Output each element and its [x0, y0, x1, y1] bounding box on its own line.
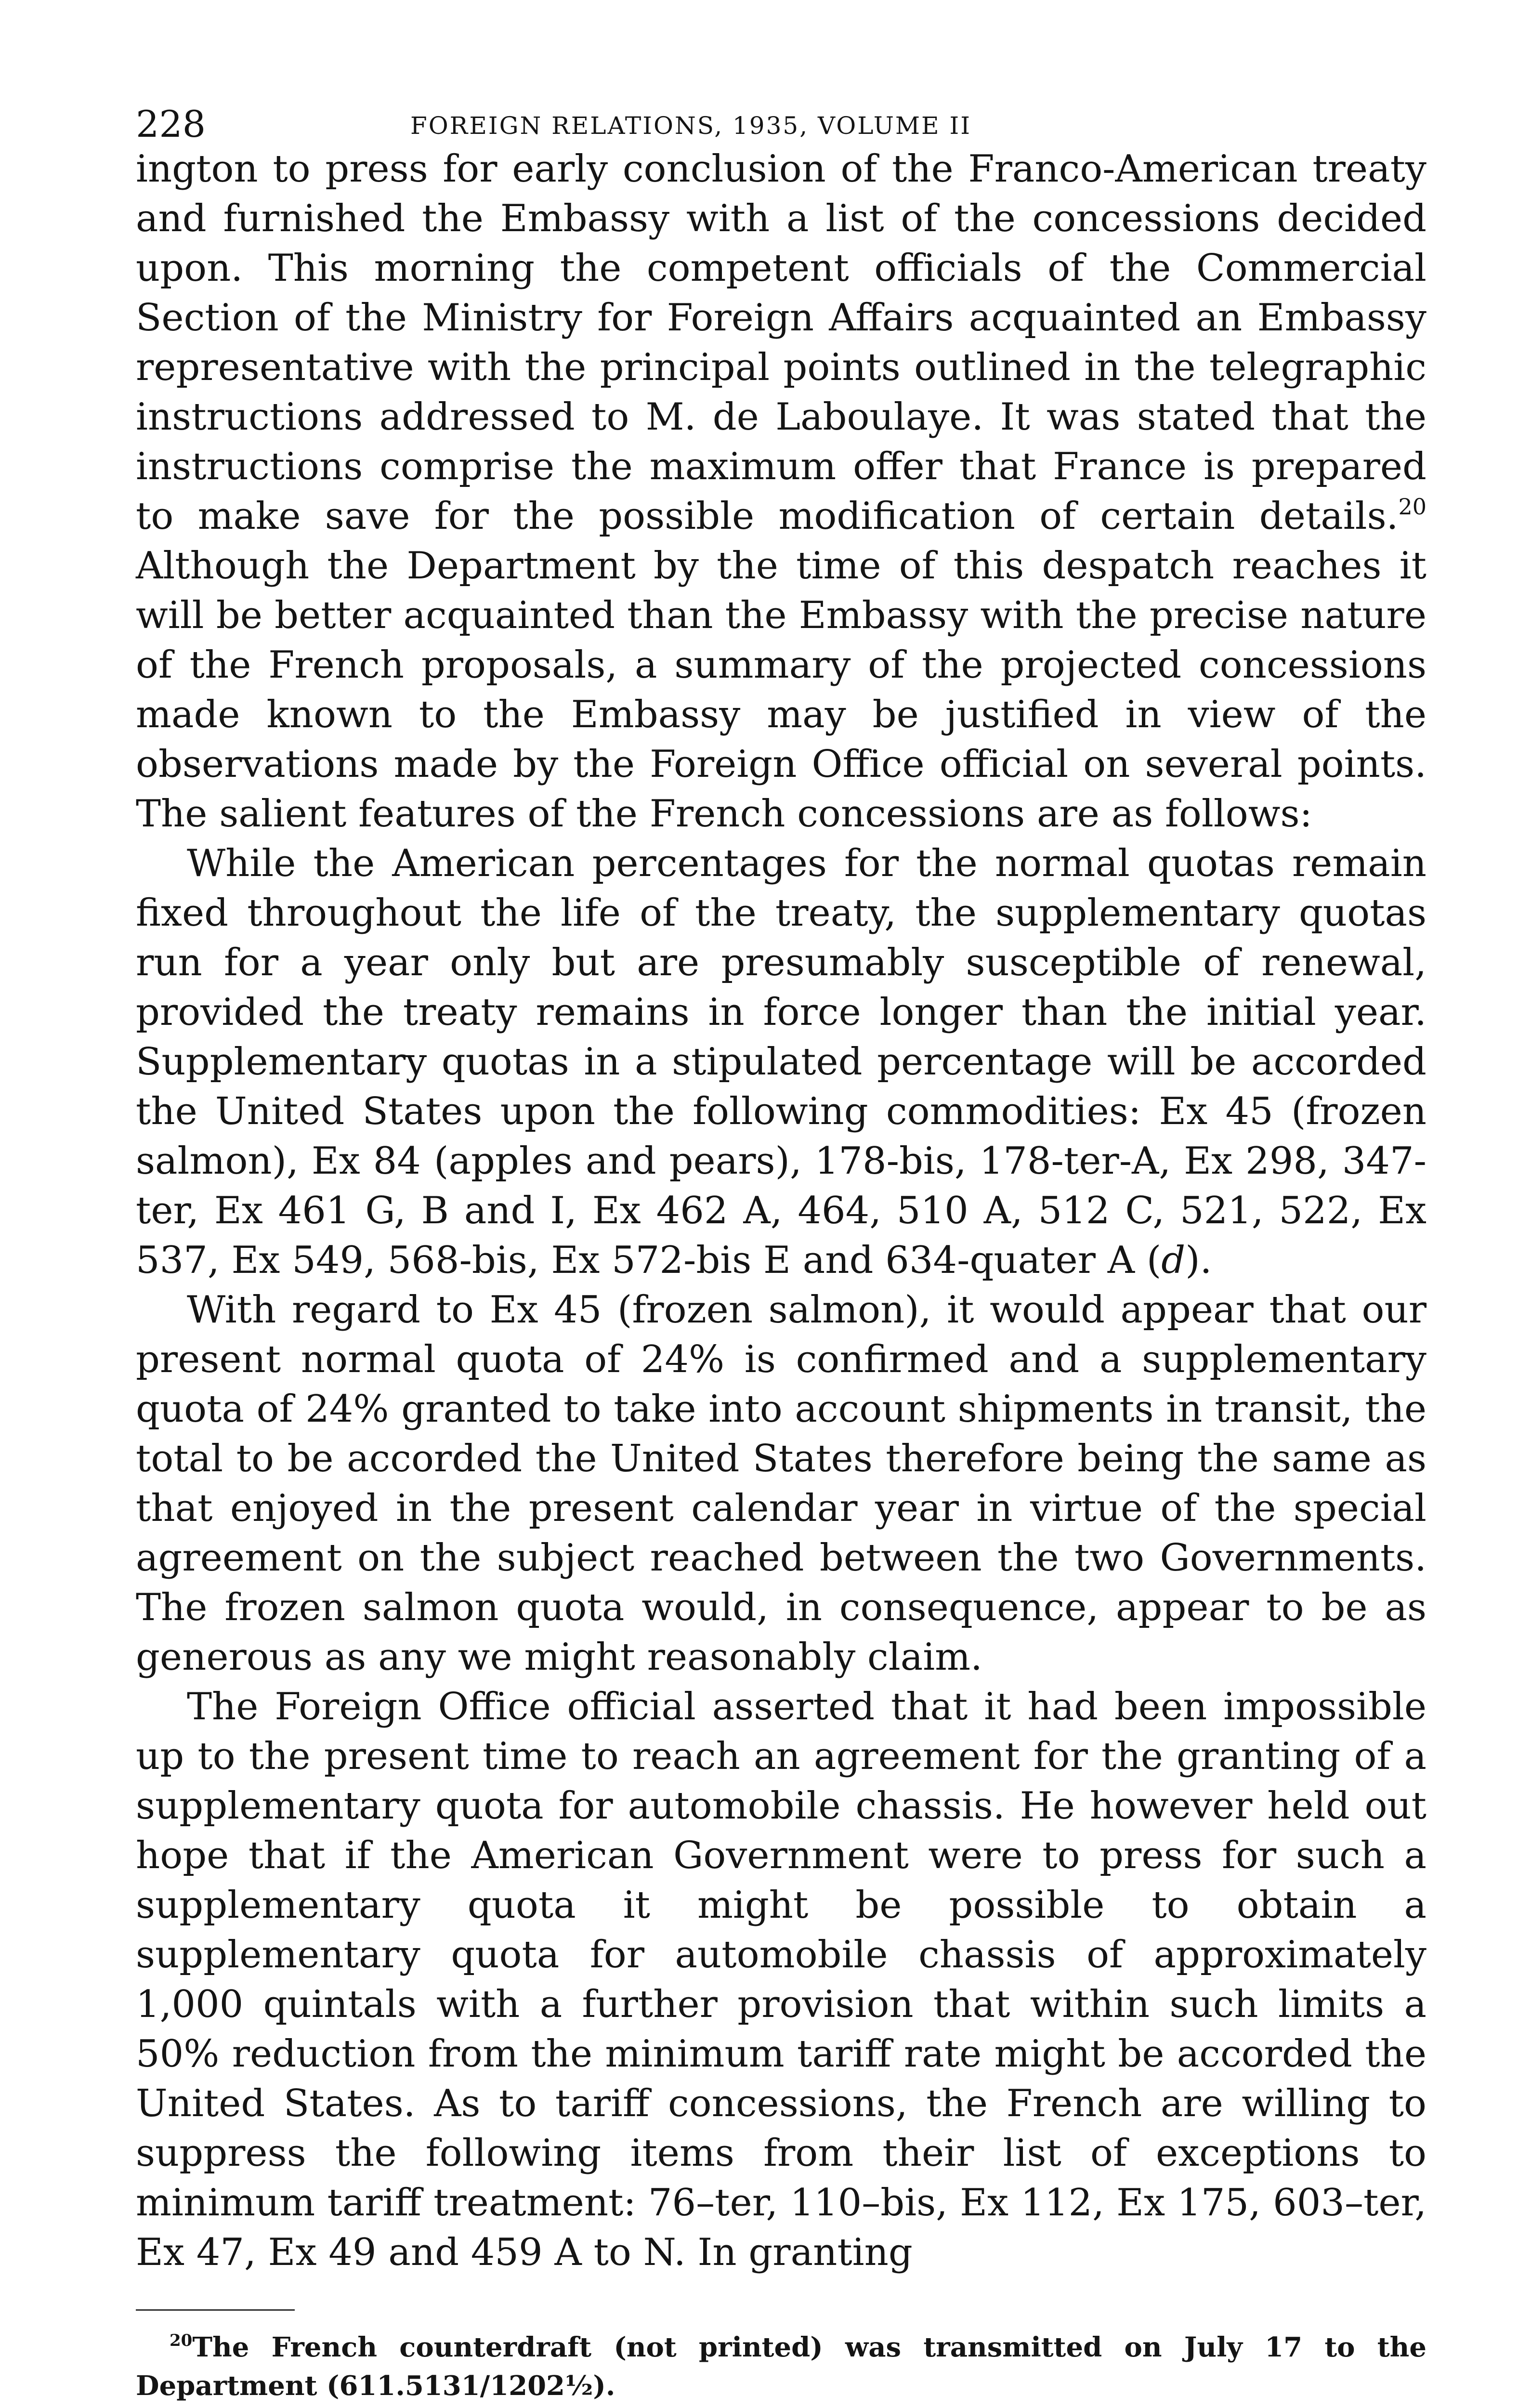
paragraph-3: With regard to Ex 45 (frozen salmon), it would appear that our present normal quota of 24% is confirmed and a supplementary quota of 24% granted to take into account shipments in transit, the total to be accorded the United States therefore being the same as that enjoyed in the present calendar year in virtue of the special agreement on the subject reached between the two Governments. The frozen salmon quota would, in consequence, appear to be as generous as any we might reasonably claim.	[136, 1288, 1426, 1679]
footnote-text: The French counterdraft (not printed) was transmitted on July 17 to the Department (611.5131/1202½).	[136, 2331, 1426, 2402]
paragraph-1-continuation: Although the Department by the time of this despatch reaches it will be better acquainted than the Embassy with the precise nature of the French proposals, a summary of the projected concessions made known to the Embassy may be justified in view of the observations made by the Foreign Office official on several points. The salient features of the French concessions are as follows:	[136, 544, 1426, 836]
footnote-reference: 20	[1398, 494, 1426, 520]
running-head: FOREIGN RELATIONS, 1935, VOLUME II	[410, 112, 971, 140]
body-text	[136, 144, 1426, 2277]
document-page	[136, 96, 1426, 2405]
paragraph-2	[136, 839, 1426, 1285]
footnote	[136, 2328, 1426, 2405]
page-header	[136, 96, 1426, 144]
paragraph-1	[136, 144, 1426, 839]
paragraph-2-text: While the American percentages for the normal quotas remain fixed throughout the life of the treaty, the supplementary quotas run for a year only but are presumably susceptible of renewal, provided the treaty remains in force longer than the initial year. Supplementary quotas in a stipulated percentage will be accorded the United States upon the following commodities: Ex 45 (frozen salmon), Ex 84 (apples and pears), 178-bis, 178-ter-A, Ex 298, 347-ter, Ex 461 G, B and I, Ex 462 A, 464, 510 A, 512 C, 521, 522, Ex 537, Ex 549, 568-bis, Ex 572-bis E and 634-quater A (	[136, 842, 1426, 1282]
paragraph-4: The Foreign Office official asserted that it had been impossible up to the present time to reach an agreement for the granting of a supplementary quota for automobile chassis. He however held out hope that if the American Government were to press for such a supplementary quota it might be possible to obtain a supplementary quota for automobile chassis of approximately 1,000 quintals with a further provision that within such limits a 50% reduction from the minimum tariff rate might be accorded the United States. As to tariff concessions, the French are willing to suppress the following items from their list of exceptions to minimum tariff treatment: 76–ter, 110–bis, Ex 112, Ex 175, 603–ter, Ex 47, Ex 49 and 459 A to N. In granting	[136, 1685, 1426, 2274]
paragraph-2-end: ).	[1185, 1239, 1212, 1282]
footnote-mark: 20	[170, 2331, 193, 2350]
footnote-divider	[136, 2309, 295, 2311]
paragraph-2-italic: d	[1161, 1239, 1186, 1282]
paragraph-1-text: ington to press for early conclusion of the Franco-American treaty and furnished the Embassy with a list of the concessions decided upon. This morning the competent officials of the Commercial Section of the Ministry for Foreign Affairs acquainted an Embassy representative with the principal points outlined in the telegraphic instructions addressed to M. de Laboulaye. It was stated that the instructions comprise the maximum offer that France is prepared to make save for the possible modification of certain details.	[136, 147, 1426, 538]
page-number: 228	[136, 103, 206, 145]
